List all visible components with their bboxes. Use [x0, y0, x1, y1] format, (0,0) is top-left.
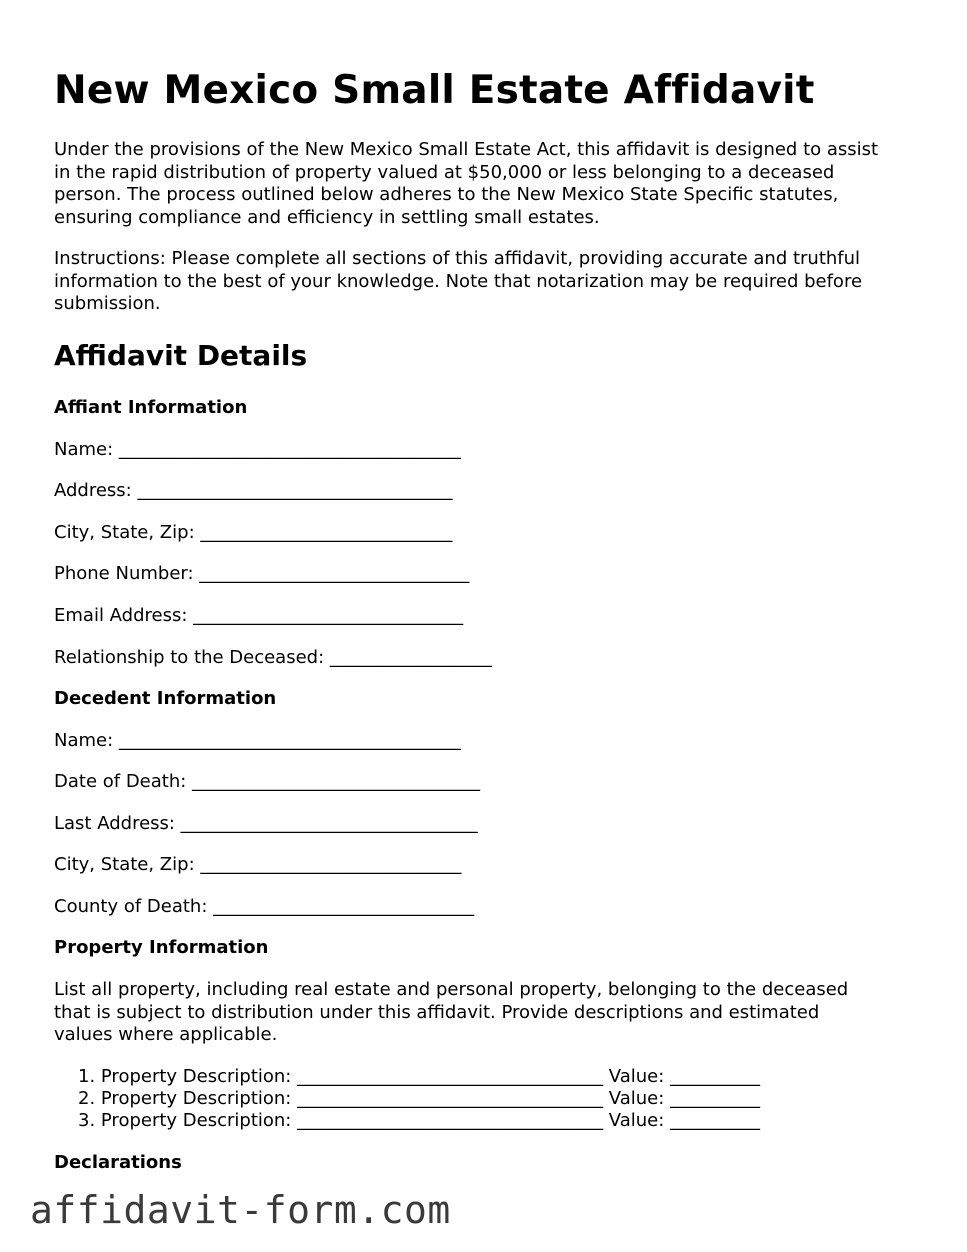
instructions-paragraph — [54, 248, 924, 316]
affiant-heading: Affiant Information — [54, 397, 248, 418]
instructions-line: submission. — [54, 293, 161, 314]
affiant-relationship-field[interactable]: Relationship to the Deceased: __________________ — [54, 647, 492, 668]
section-title: Affidavit Details — [54, 339, 308, 372]
property-description-line: List all property, including real estate and personal property, belonging to the deceased — [54, 979, 849, 1000]
property-description — [54, 979, 924, 1047]
decedent-county-field[interactable]: County of Death: _____________________________ — [54, 896, 475, 917]
instructions-line: Instructions: Please complete all sections of this affidavit, providing accurate and truthful — [54, 248, 861, 269]
property-heading: Property Information — [54, 937, 269, 958]
property-description-line: that is subject to distribution under this affidavit. Provide descriptions and estimated — [54, 1001, 820, 1023]
watermark: affidavit-form.com — [30, 1188, 451, 1232]
property-item-2[interactable]: 2. Property Description: __________________________________ Value: __________ — [78, 1088, 761, 1109]
decedent-date-of-death-field[interactable]: Date of Death: ________________________________ — [54, 771, 481, 792]
intro-paragraph — [54, 139, 924, 229]
declarations-heading: Declarations — [54, 1152, 182, 1173]
decedent-city-state-zip-field[interactable]: City, State, Zip: _____________________________ — [54, 854, 462, 875]
page-title: New Mexico Small Estate Affidavit — [54, 68, 815, 113]
decedent-heading: Decedent Information — [54, 688, 277, 709]
decedent-last-address-field[interactable]: Last Address: _________________________________ — [54, 813, 478, 834]
affiant-email-field[interactable]: Email Address: ______________________________ — [54, 605, 464, 626]
affiant-name-field[interactable]: Name: ______________________________________ — [54, 439, 461, 460]
intro-line: person. The process outlined below adheres to the New Mexico State Specific statutes, — [54, 184, 839, 205]
affiant-address-field[interactable]: Address: ___________________________________ — [54, 480, 453, 501]
affiant-city-state-zip-field[interactable]: City, State, Zip: ____________________________ — [54, 522, 453, 543]
intro-line: ensuring compliance and efficiency in settling small estates. — [54, 206, 600, 228]
intro-line: in the rapid distribution of property valued at $50,000 or less belonging to a deceased — [54, 161, 835, 183]
instructions-line: information to the best of your knowledge. Note that notarization may be required before — [54, 270, 863, 292]
decedent-name-field[interactable]: Name: ______________________________________ — [54, 730, 461, 751]
property-item-3[interactable]: 3. Property Description: __________________________________ Value: __________ — [78, 1110, 761, 1131]
property-description-line: values where applicable. — [54, 1024, 278, 1045]
intro-line: Under the provisions of the New Mexico Small Estate Act, this affidavit is designed to assist — [54, 139, 879, 160]
property-item-1[interactable]: 1. Property Description: __________________________________ Value: __________ — [78, 1066, 761, 1087]
affiant-phone-field[interactable]: Phone Number: ______________________________ — [54, 563, 470, 584]
